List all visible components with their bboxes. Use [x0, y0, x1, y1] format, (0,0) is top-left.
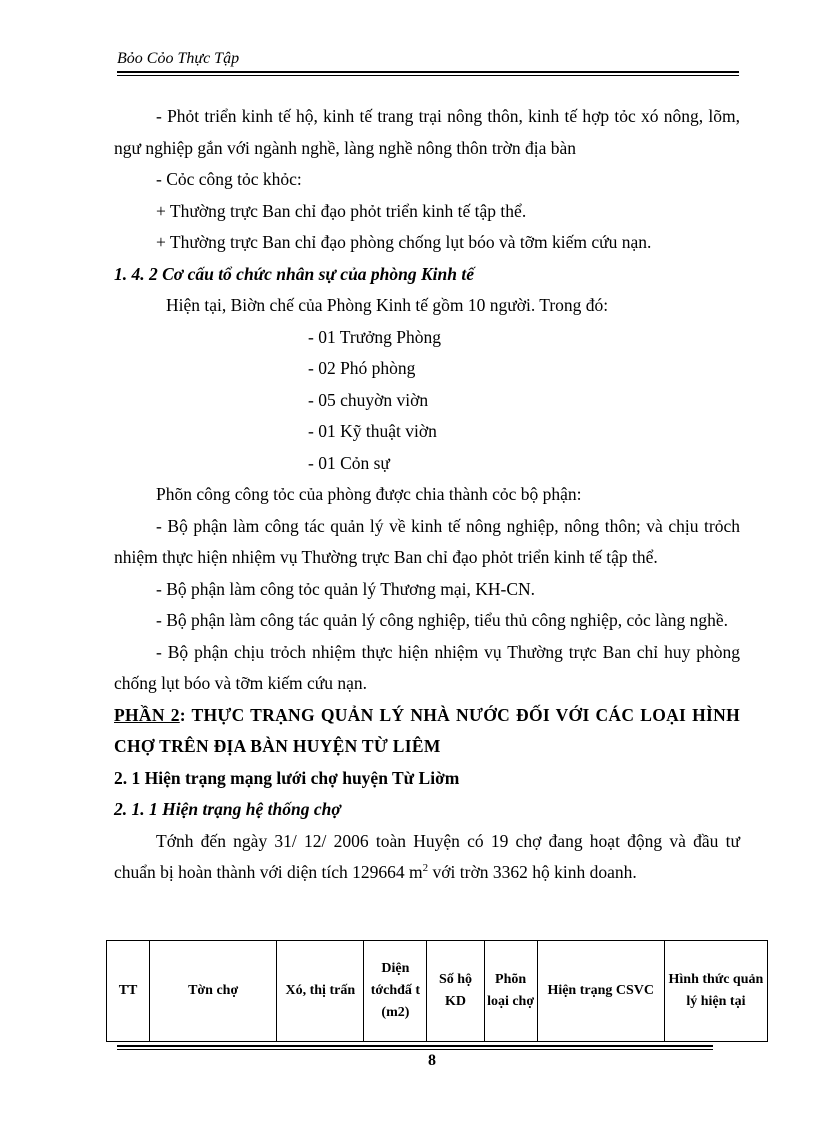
staff-item: - 05 chuyờn viờn	[308, 389, 429, 410]
paragraph: - Bộ phận chịu trỏch nhiệm thực hiện nhiệm vụ Thường trực Ban chỉ huy phòng chống lụt bóo và tỡm kiếm cứu nạn.	[114, 641, 740, 693]
paragraph: + Thường trực Ban chỉ đạo phỏt triển kinh tế tập thể.	[156, 200, 527, 221]
paragraph: - Phỏt triển kinh tế hộ, kinh tế trang trại nông thôn, kinh tế hợp tỏc xó nông, lõm, ngư nghiệp gắn với ngành nghề, làng nghề nông thôn trờn địa bàn	[114, 106, 740, 158]
part-2-heading	[114, 700, 740, 763]
part-2-title: : THỰC TRẠNG QUẢN LÝ NHÀ NƯỚC ĐỐI VỚI CÁC LOẠI HÌNH CHỢ TRÊN ĐỊA BÀN HUYỆN TỪ LIÊM	[114, 704, 740, 756]
table-header-cell: TT	[107, 941, 150, 1042]
table-header-cell: Hiện trạng CSVC	[537, 941, 664, 1042]
staff-item: - 01 Cỏn sự	[308, 452, 390, 473]
table-header-cell: Diện tớchđấ t (m2)	[364, 941, 427, 1042]
staff-item: - 01 Trưởng Phòng	[308, 326, 442, 347]
staff-item: - 01 Kỹ thuật viờn	[308, 421, 437, 441]
header-rule-thin	[117, 75, 739, 76]
section-heading-1-4-2: 1. 4. 2 Cơ cấu tổ chức nhân sự của phòng Kinh tế	[114, 263, 475, 284]
footer-rule-thin	[117, 1049, 713, 1050]
part-2-label: PHẦN 2	[114, 704, 180, 725]
superscript: 2	[422, 862, 429, 875]
table-header-cell: Số hộ KD	[427, 941, 484, 1042]
table-header-row	[107, 941, 768, 1042]
section-heading-2-1: 2. 1 Hiện trạng mạng lưới chợ huyện Từ Liờm	[114, 767, 460, 788]
paragraph: - Bộ phận làm công tác quản lý về kinh tế nông nghiệp, nông thôn; và chịu trỏch nhiệm thực hiện nhiệm vụ Thường trực Ban chỉ đạo phỏt triển kinh tế tập thể.	[114, 515, 740, 567]
paragraph	[114, 826, 740, 889]
paragraph-text: Tớnh đến ngày 31/ 12/ 2006 toàn Huyện có 19 chợ đang hoạt động và đầu tư chuẩn bị hoàn thành với diện tích 129664 m	[114, 830, 740, 882]
page-number: 8	[428, 1052, 436, 1069]
table-header-cell: Tờn chợ	[150, 941, 277, 1042]
paragraph: - Bộ phận làm công tỏc quản lý Thương mại, KH-CN.	[156, 578, 536, 599]
paragraph: + Thường trực Ban chỉ đạo phòng chống lụt bóo và tỡm kiếm cứu nạn.	[156, 232, 652, 252]
header-rule	[117, 71, 739, 73]
table-header-cell: Xó, thị trấn	[277, 941, 364, 1042]
paragraph: - Bộ phận làm công tác quản lý công nghiệp, tiểu thủ công nghiệp, cỏc làng nghề.	[156, 610, 729, 630]
page-body	[114, 101, 740, 889]
section-heading-2-1-1: 2. 1. 1 Hiện trạng hệ thống chợ	[114, 799, 341, 819]
footer-rule	[117, 1045, 713, 1047]
page-header-title: Bỏo Cỏo Thực Tập	[117, 50, 240, 67]
market-table	[106, 940, 768, 1042]
paragraph: Phõn công công tỏc của phòng được chia thành cỏc bộ phận:	[156, 484, 582, 504]
paragraph-text: với trờn 3362 hộ kinh doanh.	[428, 862, 637, 882]
paragraph: - Cỏc công tỏc khỏc:	[156, 169, 302, 189]
table-header-cell: Phõn loại chợ	[484, 941, 537, 1042]
paragraph: Hiện tại, Biờn chế của Phòng Kinh tế gồm 10 người. Trong đó:	[166, 295, 609, 315]
staff-item: - 02 Phó phòng	[308, 358, 416, 378]
table-header-cell: Hình thức quản lý hiện tại	[664, 941, 767, 1042]
